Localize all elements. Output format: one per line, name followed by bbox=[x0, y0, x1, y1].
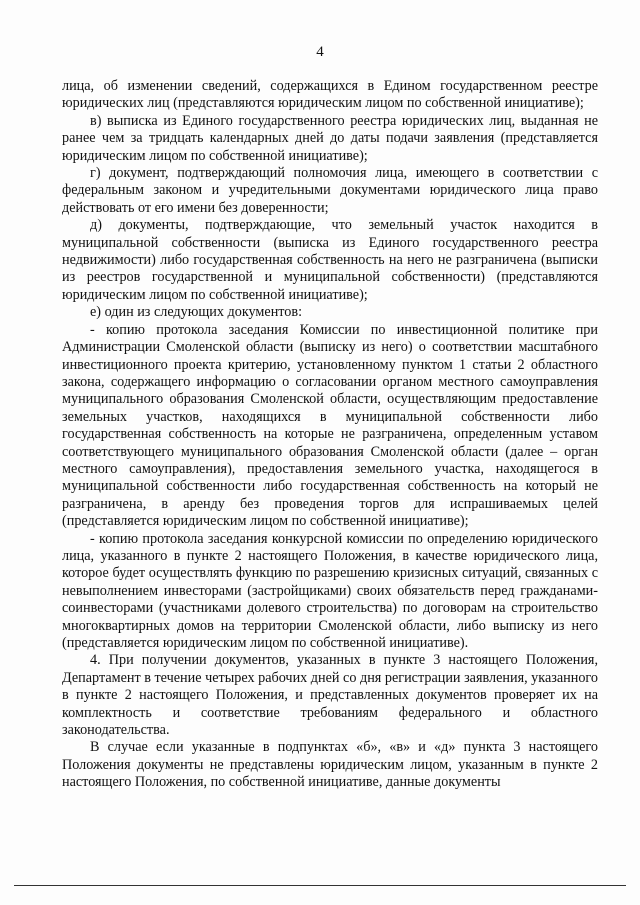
paragraph-continuation: лица, об изменении сведений, содержащихся в Едином государственном реестре юридических лиц (представляются юридическим лицом по собственной инициативе); bbox=[62, 78, 598, 112]
paragraph-item-d: д) документы, подтверждающие, что земельный участок находится в муниципальной собственности (выписка из Единого государственного реестра недвижимости) либо государственная собственность на него не разграничена (выписки из реестров государственной и муниципальной собственности) (представляются юридическим лицом по собственной инициативе); bbox=[62, 217, 598, 303]
page-number: 4 bbox=[316, 44, 324, 60]
document-body bbox=[62, 78, 598, 792]
footer-rule bbox=[14, 885, 626, 886]
paragraph-dash-contest-protocol: - копию протокола заседания конкурсной комиссии по определению юридического лица, указанного в пункте 2 настоящего Положения, в качестве юридического лица, которое будет осуществлять функцию по разрешению кризисных ситуаций, связанных с невыполнением инвесторами (застройщиками) своих обязательств перед гражданами-соинвесторами (участниками долевого строительства) по договорам на строительство многоквартирных домов на территории Смоленской области, либо выписку из него (представляется юридическим лицом по собственной инициативе). bbox=[62, 530, 598, 651]
paragraph-case-not-submitted: В случае если указанные в подпунктах «б», «в» и «д» пункта 3 настоящего Положения документы не представлены юридическим лицом, указанным в пункте 2 настоящего Положения, по собственной инициативе, данные документы bbox=[62, 739, 598, 791]
paragraph-item-e: е) один из следующих документов: bbox=[90, 304, 303, 321]
paragraph-point-4: 4. При получении документов, указанных в пункте 3 настоящего Положения, Департамент в течение четырех рабочих дней со дня регистрации заявления, указанного в пункте 2 настоящего Положения, и представленных документов проверяет их на комплектность и соответствие требованиям федерального и областного законодательства. bbox=[62, 652, 598, 739]
paragraph-item-v: в) выписка из Единого государственного реестра юридических лиц, выданная не ранее чем за тридцать календарных дней до даты подачи заявления (представляется юридическим лицом по собственной инициативе); bbox=[62, 112, 598, 164]
paragraph-dash-commission-protocol: - копию протокола заседания Комиссии по инвестиционной политике при Администрации Смоленской области (выписку из него) о соответствии масштабного инвестиционного проекта критерию, установленному пунктом 1 статьи 2 областного закона, содержащего информацию о согласовании органом местного самоуправления муниципального образования Смоленской области, осуществляющим предоставление земельных участков, находящихся в муниципальной собственности либо государственная собственность на которые не разграничена, определенным уставом соответствующего муниципального образования Смоленской области (далее – орган местного самоуправления), предоставления земельного участка, находящегося в муниципальной собственности либо государственная собственность на который не разграничена, в аренду без проведения торгов для испрашиваемых целей (представляется юридическим лицом по собственной инициативе); bbox=[62, 321, 598, 530]
paragraph-item-g: г) документ, подтверждающий полномочия лица, имеющего в соответствии с федеральным законом и учредительными документами юридического лица право действовать от его имени без доверенности; bbox=[62, 165, 598, 216]
